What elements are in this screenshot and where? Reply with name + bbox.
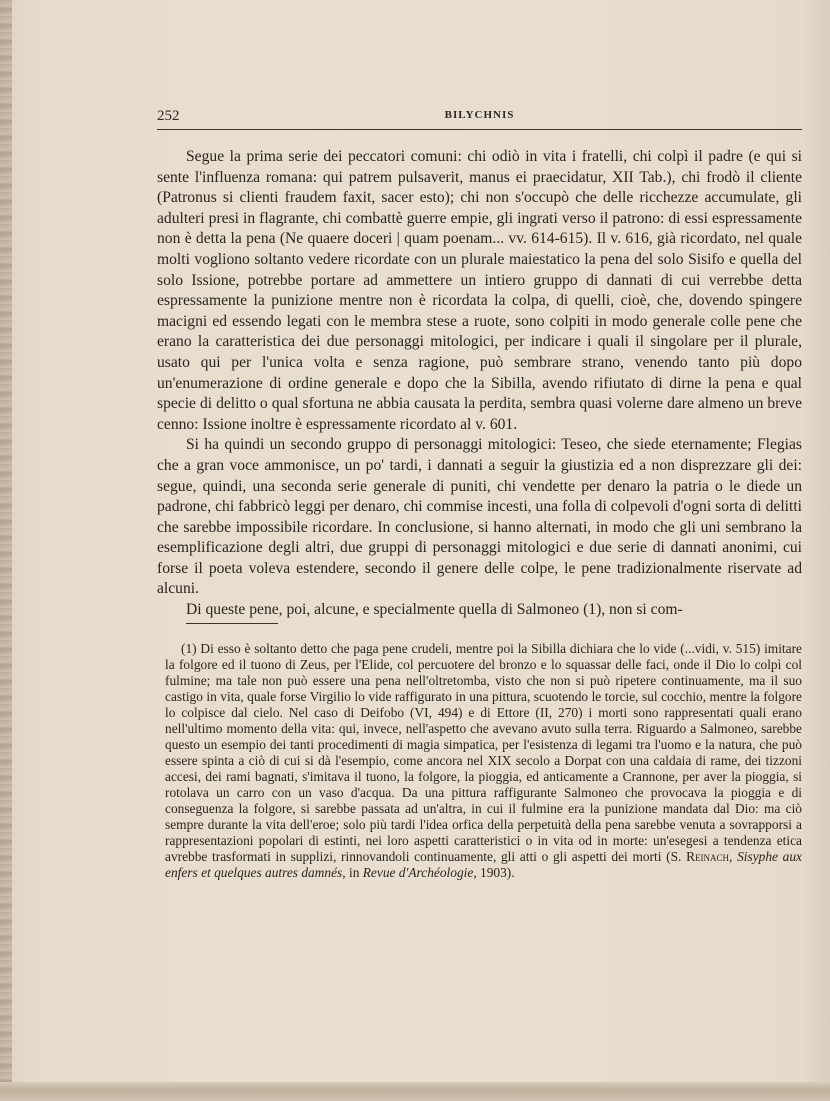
- body-text: [157, 147, 802, 621]
- page-header: [157, 108, 802, 130]
- page-bottom-edge: [0, 1082, 830, 1101]
- footnote-end: , 1903).: [473, 865, 515, 880]
- footnote-paragraph: [165, 641, 802, 881]
- footnote-work-title: Sisyphe aux enfers et quelques autres damnés: [165, 849, 802, 880]
- binding-edge: [0, 0, 12, 1101]
- footnote-rule: [186, 623, 278, 624]
- page-number: 252: [157, 108, 180, 124]
- footnote-journal: Revue d'Archéologie: [362, 865, 474, 880]
- footnote-separator: , in: [342, 865, 363, 880]
- footnote: [165, 641, 802, 881]
- paragraph: Si ha quindi un secondo gruppo di personaggi mitologici: Teseo, che siede eternamente; Flegias che a gran voce ammonisce, un po' tardi, i dannati a seguir la giustizia ed a non disprezzare gli dei: segue, quindi, una seconda serie generale di puniti, chi vendette per denaro la patria o le diede un padrone, chi fabbricò leggi per denaro, chi commise incesti, una folla di colpevoli d'ogni sorta di delitti che sarebbe impossibile ricordare. In conclusione, si hanno alternati, in modo che gli uni sembrano la esemplificazione degli altri, due gruppi di personaggi mitologici e due serie di dannati anonimi, cui forse il poeta voleva estendere, secondo il genere delle colpe, le pene tradizionalmente riservate ad alcuni.: [157, 436, 802, 598]
- paragraph: Di queste pene, poi, alcune, e specialmente quella di Salmoneo (1), non si com-: [186, 601, 683, 619]
- footnote-author: Reinach: [686, 849, 730, 864]
- running-head: BILYCHNIS: [444, 109, 515, 121]
- paragraph: Segue la prima serie dei peccatori comuni: chi odiò in vita i fratelli, chi colpì il padre (e qui si sente l'influenza romana: qui patrem pulsaverit, manus ei praecidatur, XII Tab.), chi frodò il cliente (Patronus si clienti fraudem faxit, sacer esto); chi non s'occupò che delle ricchezze accumulate, gli adulteri presi in flagrante, chi combattè guerre empie, gli ingrati verso il patrono: di essi espressamente non è detta la pena (Ne quaere doceri | quam poenam... vv. 614-615). Il v. 616, già ricordato, nel quale molti vogliono soltanto vedere ricordate con un plurale maiestatico la pena del solo Sisifo e quella del solo Issione, potrebbe portare ad ammettere un intiero gruppo di dannati di cui verrebbe detta espressamente la punizione mentre non è ricordata la colpa, di quelli, cioè, che, dovendo spingere macigni ed essendo legati con le membra stese a ruote, sono colpiti in modo generale colle pene che erano la caratteristica dei due personaggi mitologici, per indicare i quali il singolare per il plurale, usato qui per l'unica volta e senza ragione, può sembrare strano, venendo tanto più dopo un'enumerazione di ordine generale e dopo che la Sibilla, avendo rifiutato di dirne la pena e qual specie di delitto o qual sfortuna ne abbia causata la perdita, sembra quasi volerne dare almeno un breve cenno: Issione inoltre è espressamente ricordato al v. 601.: [157, 148, 802, 433]
- header-rule: [157, 129, 802, 130]
- footnote-separator: ,: [729, 849, 738, 864]
- footnote-text: (1) Di esso è soltanto detto che paga pene crudeli, mentre poi la Sibilla dichiara che lo vide (...vidi, v. 515) imitare la folgore ed il tuono di Zeus, per l'Elide, col percuotere del bronzo e lo squassar delle faci, onde il Dio lo colpì col fulmine; ma tale non può essere una pena nell'oltretomba, visto che non si può ripetere continuamente, ma il suo castigo in vita, quale forse Virgilio lo vide raffigurato in una pittura, scuotendo le torcie, sul cocchio, mentre la folgore lo colpisce dal cielo. Nel caso di Deifobo (VI, 494) e di Ettore (II, 270) i morti sono rappresentati quali erano nell'ultimo momento della vita: qui, invece, nell'aspetto che avevano avuto sulla terra. Riguardo a Salmoneo, sarebbe questo un esempio dei tanti procedimenti di magia simpatica, per l'esistenza di legami tra l'uomo e la natura, che può essere spinta a ciò di cui si dà l'esempio, come ancora nel XIX secolo a Dorpat con una caldaia di rame, dei tizzoni accesi, dei rami bagnati, s'imitava il tuono, la folgore, la pioggia, ed anticamente a Crannone, per aver la pioggia, si rotolava un carro con un vaso d'acqua. Da una pittura raffigurante Salmoneo che provocava la pioggia e di conseguenza la folgore, si sarebbe passata ad un'altra, in cui il fulmine era la punizione mandata dal Dio: ma ciò sempre durante la vita dell'eroe; solo più tardi l'idea orfica della perpetuità della pena sarebbe venuta a sovrapporsi a rappresentazioni popolari di estinti, nei loro aspetti caratteristici o in vita od in morte: un'esegesi a tendenza etica avrebbe trasformati in supplizi, rinnovandoli continuamente, gli atti o gli aspetti dei morti (S.: [165, 641, 802, 864]
